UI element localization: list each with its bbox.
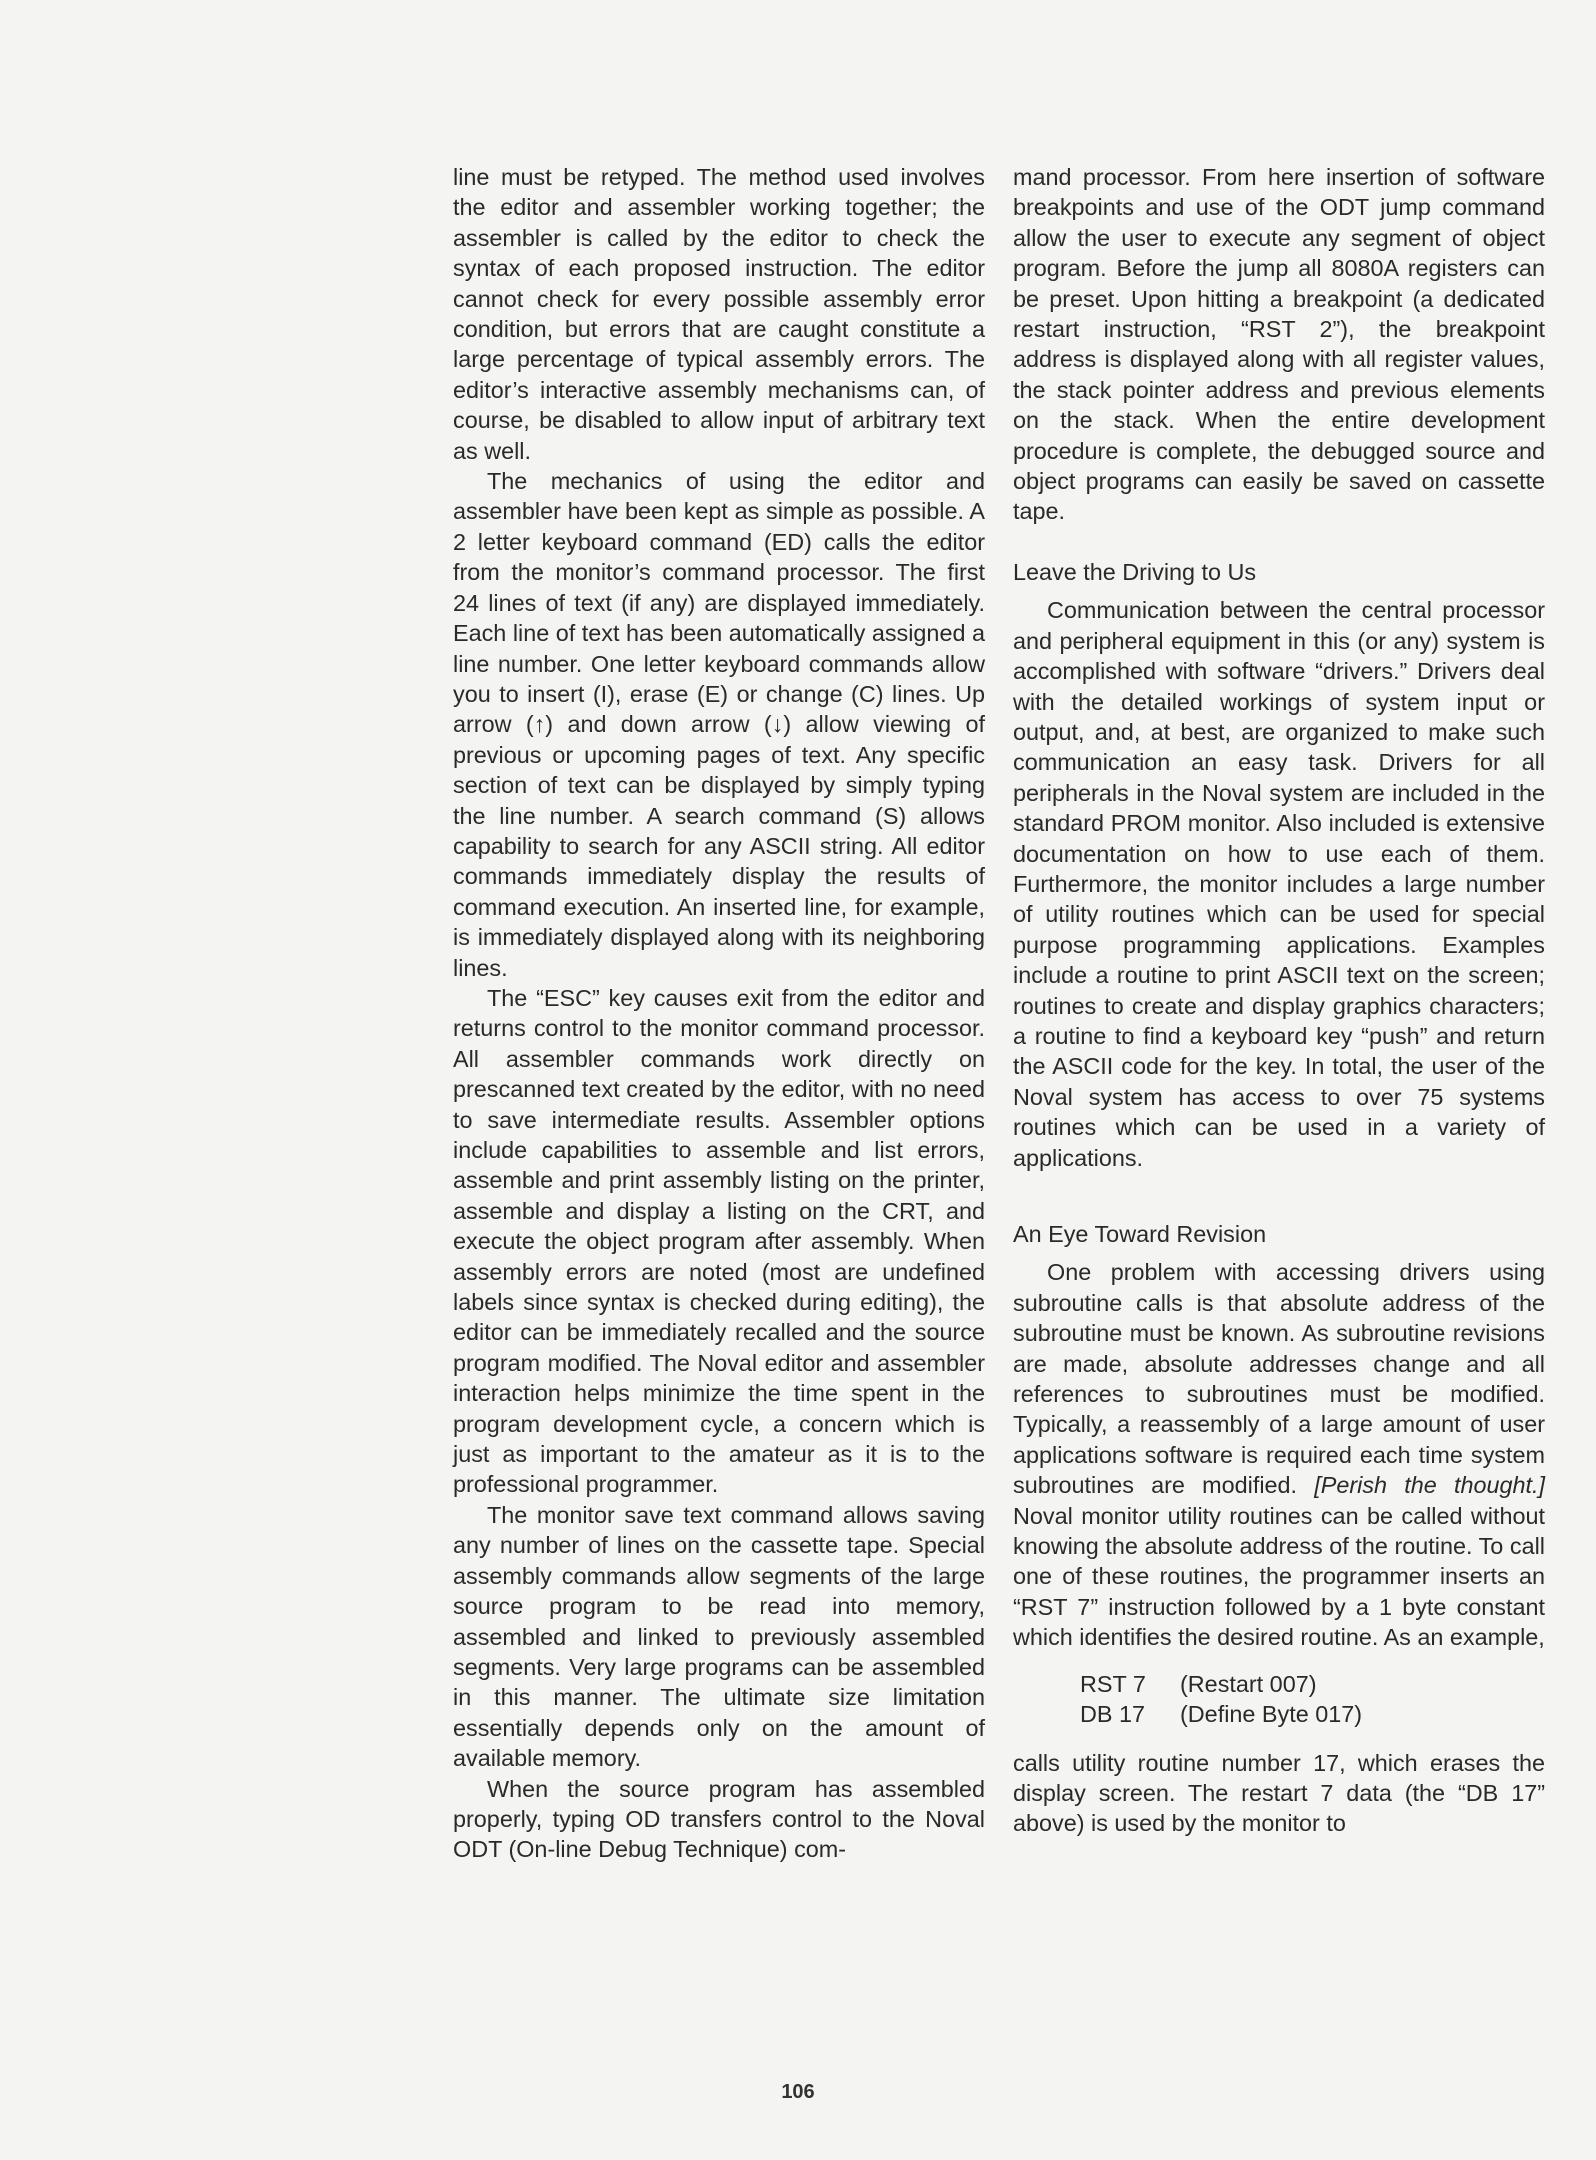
paragraph: Communication between the central processor and peripheral equipment in this (or any) system is accomplished with software “drivers.” Drivers deal with the detailed workings of system input or output, and, at best, are organized to make such communication an easy task. Drivers for all peripherals in the Noval system are included in the standard PROM monitor. Also included is extensive documentation on how to use each of them. Furthermore, the monitor includes a large number of utility routines which can be used for special purpose programming applications. Examples include a routine to print ASCII text on the screen; routines to create and display graphics characters; a routine to find a keyboard key “push” and return the ASCII code for the key. In total, the user of the Noval system has access to over 75 systems routines which can be used in a variety of applications. [1013, 597, 1545, 1171]
section-heading: Leave the Driving to Us [1013, 558, 1257, 585]
paragraph: The monitor save text command allows saving any number of lines on the cassette tape. Special assembly commands allow segments of the large source program to be read into memory, assembled and linked to previously assembled segments. Very large programs can be assembled in this manner. The ultimate size limitation essentially depends only on the amount of available memory. [453, 1501, 985, 1772]
paragraph [1013, 1257, 1545, 1652]
code-example [1080, 1669, 1545, 1730]
left-column [453, 162, 985, 1865]
paragraph: line must be retyped. The method used involves the editor and assembler working together; the assembler is called by the editor to check the syntax of each proposed instruction. The editor cannot check for every possible assembly error condition, but errors that are caught constitute a large percentage of typical assembly errors. The editor’s interactive assembly mechanisms can, of course, be disabled to allow input of arbitrary text as well. [453, 164, 985, 464]
paragraph: calls utility routine number 17, which erases the display screen. The restart 7 data (the “DB 17” above) is used by the monitor to [1013, 1749, 1545, 1837]
code-line [1080, 1669, 1545, 1699]
paragraph: The “ESC” key causes exit from the editor and returns control to the monitor command processor. All assembler commands work directly on prescanned text created by the editor, with no need to save intermediate results. Assembler options include capabilities to assemble and list errors, assemble and print assembly listing on the printer, assemble and display a listing on the CRT, and execute the object program after assembly. When assembly errors are noted (most are undefined labels since syntax is checked during editing), the editor can be immediately recalled and the source program modified. The Noval editor and assembler interaction helps minimize the time spent in the program development cycle, a concern which is just as important to the amateur as it is to the professional programmer. [453, 984, 985, 1498]
section-heading: An Eye Toward Revision [1013, 1221, 1267, 1247]
paragraph-text: One problem with accessing drivers using subroutine calls is that absolute address of the subroutine must be known. As subroutine revisions are made, absolute addresses change and all references to subroutines must be modified. Typically, a reassembly of a large amount of user applications software is required each time system subroutines are modified. [1013, 1259, 1545, 1499]
right-column [1013, 162, 1545, 1839]
paragraph: When the source program has assembled properly, typing OD transfers control to the Noval ODT (On-line Debug Technique) com- [453, 1775, 985, 1863]
code-op: DB 17 [1080, 1701, 1146, 1728]
page-number: 106 [781, 2081, 815, 2103]
paragraph: mand processor. From here insertion of software breakpoints and use of the ODT jump command allow the user to execute any segment of object program. Before the jump all 8080A registers can be preset. Upon hitting a breakpoint (a dedicated restart instruction, “RST 2”), the breakpoint address is displayed along with all register values, the stack pointer address and previous elements on the stack. When the entire development procedure is complete, the debugged source and object programs can easily be saved on cassette tape. [1013, 164, 1545, 525]
italic-aside: [Perish the thought.] [1314, 1472, 1545, 1499]
code-comment: (Define Byte 017) [1180, 1701, 1363, 1728]
paragraph-text: Noval monitor utility routines can be called without knowing the absolute address of the routine. To call one of these routines, the programmer inserts an “RST 7” instruction followed by a 1 byte constant which identifies the desired routine. As an example, [1013, 1502, 1545, 1651]
code-comment: (Restart 007) [1180, 1670, 1317, 1697]
paragraph: The mechanics of using the editor and assembler have been kept as simple as possible. A 2 letter keyboard command (ED) calls the editor from the monitor’s command processor. The first 24 lines of text (if any) are displayed immediately. Each line of text has been automatically assigned a line number. One letter keyboard commands allow you to insert (I), erase (E) or change (C) lines. Up arrow (↑) and down arrow (↓) allow viewing of previous or upcoming pages of text. Any specific section of text can be displayed by simply typing the line number. A search command (S) allows capability to search for any ASCII string. All editor commands immediately display the results of command execution. An inserted line, for example, is immediately displayed along with its neighboring lines. [453, 468, 985, 981]
code-line [1080, 1699, 1545, 1729]
code-op: RST 7 [1080, 1670, 1146, 1697]
